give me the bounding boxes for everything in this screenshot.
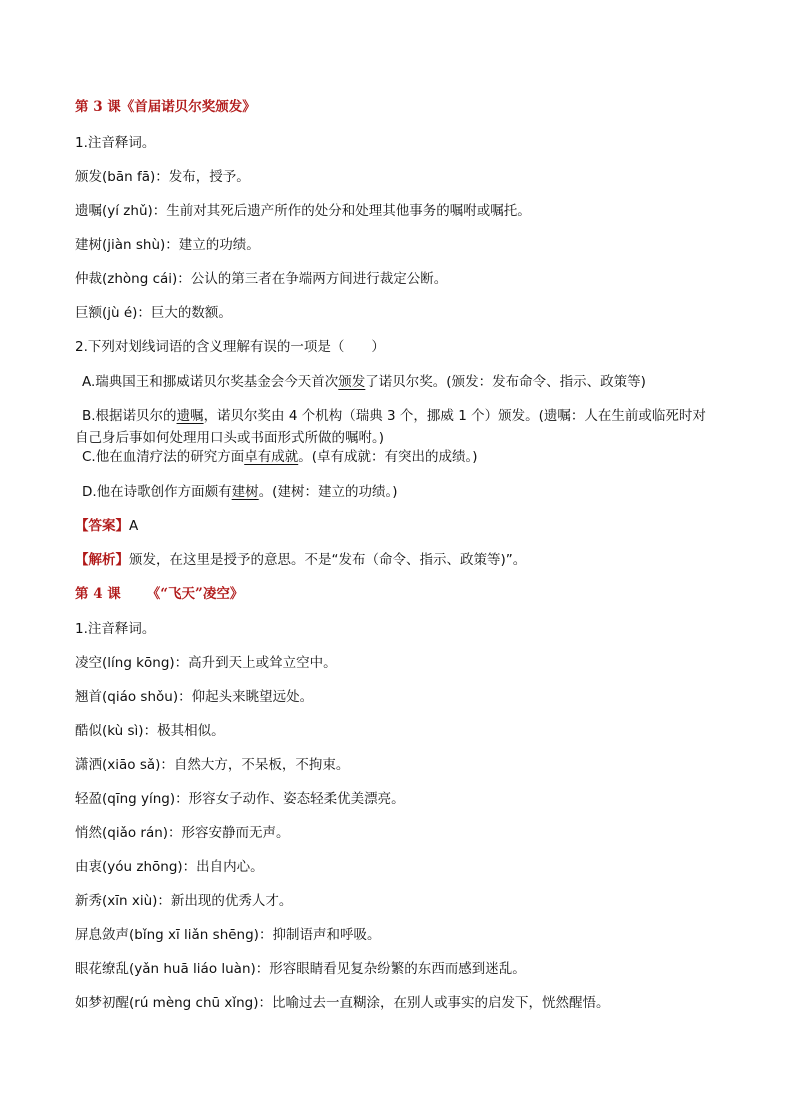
lesson3-q2: 2.下列对划线词语的含义理解有误的一项是（ ） — [75, 339, 385, 355]
analysis-label: 【解析】 — [75, 552, 129, 568]
lesson3-entry: 建树(jiàn shù)：建立的功绩。 — [75, 237, 260, 253]
option-a: A.瑞典国王和挪威诺贝尔奖基金会今天首次颁发了诺贝尔奖。(颁发：发布命令、指示、政策等) — [82, 374, 646, 390]
lesson4-entry: 潇洒(xiāo sǎ)：自然大方，不呆板，不拘束。 — [75, 757, 350, 773]
option-d: D.他在诗歌创作方面颇有建树。(建树：建立的功绩。) — [82, 484, 398, 500]
underlined-word: 遗嘱 — [176, 408, 204, 424]
lesson3-title: 第 3 课《首届诺贝尔奖颁发》 — [75, 99, 256, 115]
option-b-continued: 自己身后事如何处理用口头或书面形式所做的嘱咐。) — [75, 430, 385, 446]
lesson4-entry: 如梦初醒(rú mèng chū xǐng)：比喻过去一直糊涂，在别人或事实的启发下，恍然醒悟。 — [75, 995, 610, 1011]
option-c: C.他在血清疗法的研究方面卓有成就。(卓有成就：有突出的成绩。) — [82, 449, 478, 465]
lesson4-entry: 屏息敛声(bǐng xī liǎn shēng)：抑制语声和呼吸。 — [75, 927, 381, 943]
option-b: B.根据诺贝尔的遗嘱，诺贝尔奖由 4 个机构（瑞典 3 个，挪威 1 个）颁发。(遗嘱：人在生前或临死时对 — [82, 408, 706, 424]
answer-value: A — [129, 518, 139, 534]
lesson3-entry: 仲裁(zhòng cái)：公认的第三者在争端两方间进行裁定公断。 — [75, 271, 448, 287]
lesson4-entry: 翘首(qiáo shǒu)：仰起头来眺望远处。 — [75, 689, 314, 705]
lesson4-entry: 轻盈(qīng yíng)：形容女子动作、姿态轻柔优美漂亮。 — [75, 791, 405, 807]
lesson4-entry: 由衷(yóu zhōng)：出自内心。 — [75, 859, 264, 875]
answer — [75, 516, 725, 536]
lesson3-entry: 巨额(jù é)：巨大的数额。 — [75, 305, 232, 321]
lesson4-entry: 悄然(qiǎo rán)：形容安静而无声。 — [75, 825, 290, 841]
lesson4-title: 第 4 课 《“飞天”凌空》 — [75, 586, 244, 602]
lesson4-entry: 凌空(líng kōng)：高升到天上或耸立空中。 — [75, 655, 337, 671]
underlined-word: 卓有成就 — [244, 449, 299, 465]
lesson3-entry: 颁发(bān fā)：发布，授予。 — [75, 169, 250, 185]
lesson3-entry: 遗嘱(yí zhǔ)：生前对其死后遗产所作的处分和处理其他事务的嘱咐或嘱托。 — [75, 203, 531, 219]
analysis — [75, 550, 725, 570]
lesson4-entry: 酷似(kù sì)：极其相似。 — [75, 723, 225, 739]
lesson3-q1: 1.注音释词。 — [75, 135, 156, 151]
lesson4-q1: 1.注音释词。 — [75, 621, 156, 637]
analysis-text: 颁发，在这里是授予的意思。不是“发布（命令、指示、政策等)”。 — [129, 552, 527, 568]
answer-label: 【答案】 — [75, 518, 129, 534]
lesson4-entry: 眼花缭乱(yǎn huā liáo luàn)：形容眼睛看见复杂纷繁的东西而感到迷乱。 — [75, 961, 526, 977]
underlined-word: 颁发 — [338, 374, 366, 390]
underlined-word: 建树 — [231, 484, 259, 500]
lesson4-entry: 新秀(xīn xiù)：新出现的优秀人才。 — [75, 893, 293, 909]
